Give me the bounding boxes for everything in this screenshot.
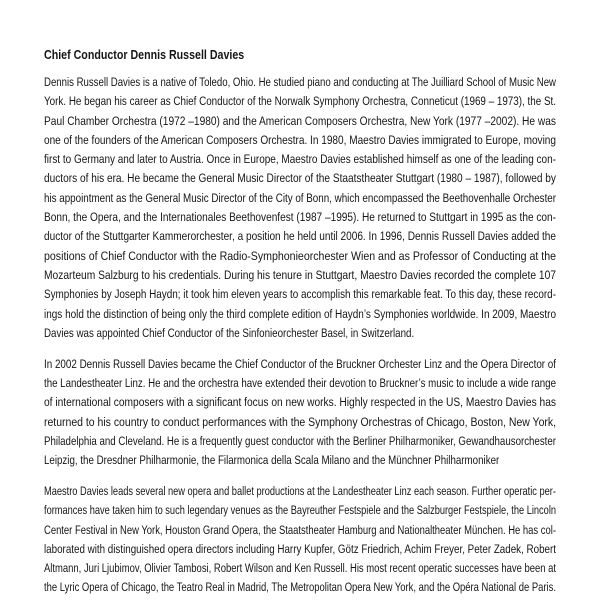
- text-line-content: Bonn, the Opera, and the Internationales Beethovenfest (1987 –1995). He returned to Stuttgart in 1995 as the con-: [44, 210, 557, 225]
- text-line-content: his appointment as the General Music Director of the City of Bonn, which encompassed the Beethovenhalle Orchester: [44, 190, 557, 205]
- text-line: [44, 227, 556, 246]
- text-line-content: positions of Chief Conductor with the Radio-Symphonieorchester Wien and as Professor of Conducting at the: [44, 248, 556, 263]
- text-line: [44, 92, 556, 111]
- text-line-content: of international composers with a significant focus on new works. Highly respected in the US, Maestro Davies has: [44, 395, 556, 410]
- document-body: [44, 73, 556, 598]
- text-line: [44, 131, 556, 150]
- text-line-content: Maestro Davies leads several new opera and ballet productions at the Landestheater Linz each season. Further operatic per-: [44, 483, 556, 498]
- text-line: [44, 413, 556, 432]
- text-line: [44, 432, 556, 451]
- paragraph: [44, 355, 556, 471]
- text-line-content: Mozarteum Salzburg to his credentials. During his tenure in Stuttgart, Maestro Davies recorded the complete 107: [44, 267, 556, 282]
- text-line: [44, 482, 556, 501]
- text-line: [44, 73, 556, 92]
- paragraph: [44, 73, 556, 343]
- text-line: [44, 112, 556, 131]
- text-line: [44, 285, 556, 304]
- text-line-content: Paul Chamber Orchestra (1972 –1980) and the American Composers Orchestra, New York (1977 –2002). He was: [44, 113, 556, 128]
- text-line-content: formances have taken him to such legendary venues as the Bayreuther Festspiele and the Salzburger Festspiele, the Lincoln: [44, 503, 557, 518]
- text-line: [44, 208, 556, 227]
- text-line-content: ductors of his era. He became the General Music Director of the Staatstheater Stuttgart (1980 – 1987), followed by: [44, 171, 556, 186]
- text-line: [44, 374, 556, 393]
- text-line-content: In 2002 Dennis Russell Davies became the Chief Conductor of the Bruckner Orchester Linz and the Opera Director of: [44, 356, 557, 371]
- text-line-content: Altmann, Juri Ljubimov, Olivier Tambosi, Robert Wilson and Ken Russell. His most recent operatic successes have been at: [44, 561, 557, 576]
- text-line: [44, 501, 556, 520]
- text-line: [44, 578, 556, 597]
- text-line: [44, 521, 556, 540]
- text-line-content: Dennis Russell Davies is a native of Toledo, Ohio. He studied piano and conducting at The Juilliard School of Music New: [44, 75, 556, 89]
- text-line: [44, 305, 556, 324]
- text-line: [44, 150, 556, 169]
- text-line-content: returned to his country to conduct performances with the Symphony Orchestras of Chicago, Boston, New York,: [44, 414, 557, 429]
- text-line: [44, 247, 556, 266]
- text-line: [44, 324, 556, 343]
- text-line-content: Davies was appointed Chief Conductor of the Sinfonieorchester Basel, in Switzerland.: [44, 325, 415, 340]
- text-line: [44, 189, 556, 208]
- text-line-content: Philadelphia and Cleveland. He is a frequently guest conductor with the Berliner Philharmoniker, Gewandhausorchester: [44, 433, 556, 448]
- text-line: [44, 169, 556, 188]
- text-line: [44, 559, 556, 578]
- text-line: [44, 355, 556, 374]
- text-line: [44, 266, 556, 285]
- paragraph: [44, 482, 556, 598]
- text-line-content: the Lyric Opera of Chicago, the Teatro Real in Madrid, The Metropolitan Opera New York, and the Opéra National de Paris.: [44, 580, 556, 595]
- text-line-content: first to Germany and later to Austria. Once in Europe, Maestro Davies established himself as one of the leading con-: [44, 152, 556, 167]
- document-title: Chief Conductor Dennis Russell Davies: [44, 47, 245, 62]
- text-line-content: laborated with distinguished opera directors including Harry Kupfer, Götz Friedrich, Achim Freyer, Peter Zadek, Robert: [44, 541, 556, 556]
- text-line-content: ings hold the distinction of being only the third complete edition of Haydn’s Symphonies worldwide. In 2009, Maestro: [44, 306, 557, 321]
- text-line-content: York. He began his career as Chief Conductor of the Norwalk Symphony Orchestra, Conneticut (1969 – 1973), the St.: [44, 94, 556, 109]
- text-line-content: ductor of the Stuttgarter Kammerorchester, a position he held until 2006. In 1996, Dennis Russell Davies added the: [44, 229, 556, 244]
- text-line: [44, 540, 556, 559]
- text-line: [44, 451, 556, 470]
- text-line-content: one of the founders of the American Composers Orchestra. In 1980, Maestro Davies immigrated to Europe, moving: [44, 132, 556, 147]
- document-page: [44, 46, 556, 609]
- text-line-content: Leipzig, the Dresdner Philharmonie, the Filarmonica della Scala Milano and the Münchner Philharmoniker: [44, 453, 500, 468]
- text-line: [44, 393, 556, 412]
- text-line-content: Symphonies by Joseph Haydn; it took him eleven years to accomplish this remarkable feat. To this day, these record-: [44, 287, 556, 302]
- text-line-content: Center Festival in New York, Houston Grand Opera, the Staatstheater Hamburg and Nationaltheater München. He has col-: [44, 522, 556, 537]
- text-line-content: the Landestheater Linz. He and the orchestra have extended their devotion to Bruckner’s music to include a wide range: [44, 375, 556, 390]
